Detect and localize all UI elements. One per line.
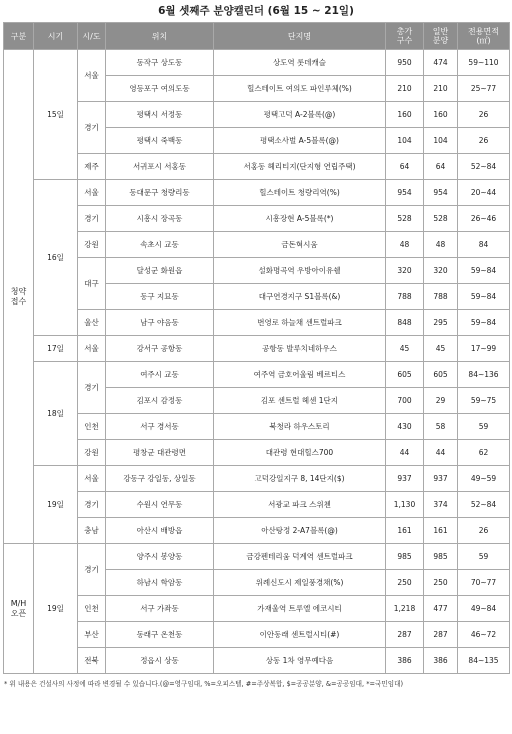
- cell-complex-name: 힐스테이트 여의도 파인루체(%): [214, 76, 386, 102]
- table-row: [4, 50, 510, 76]
- cell-total-units: 937: [386, 466, 424, 492]
- cell-area: 84~135: [458, 648, 510, 674]
- header-sido: 시/도: [78, 23, 106, 50]
- cell-location: 하남시 학암동: [106, 570, 214, 596]
- cell-general-units: 58: [424, 414, 458, 440]
- cell-general-units: 374: [424, 492, 458, 518]
- cell-general-units: 160: [424, 102, 458, 128]
- cell-general-units: 985: [424, 544, 458, 570]
- cell-general-units: 161: [424, 518, 458, 544]
- cell-complex-name: 상동 1차 영무예다음: [214, 648, 386, 674]
- cell-area: 26: [458, 102, 510, 128]
- table-row: [4, 362, 510, 388]
- cell-location: 속초시 교동: [106, 232, 214, 258]
- cell-general-units: 48: [424, 232, 458, 258]
- cell-total-units: 48: [386, 232, 424, 258]
- cell-sido: 서울: [78, 180, 106, 206]
- cell-area: 59~84: [458, 284, 510, 310]
- cell-sido: 인천: [78, 414, 106, 440]
- cell-total-units: 386: [386, 648, 424, 674]
- table-row: [4, 596, 510, 622]
- cell-total-units: 160: [386, 102, 424, 128]
- table-row: [4, 622, 510, 648]
- cell-area: 49~84: [458, 596, 510, 622]
- cell-area: 52~84: [458, 492, 510, 518]
- cell-location: 달성군 화원읍: [106, 258, 214, 284]
- cell-total-units: 320: [386, 258, 424, 284]
- footnote: * 위 내용은 건설사의 사정에 따라 변경될 수 있습니다.(@=영구임대, %=오피스텔, #=주상복합, $=공공분양, &=공공임대, *=국민임대): [4, 680, 404, 688]
- cell-general-units: 528: [424, 206, 458, 232]
- cell-location: 정읍시 상동: [106, 648, 214, 674]
- cell-general-units: 320: [424, 258, 458, 284]
- table-row: [4, 466, 510, 492]
- cell-complex-name: 공항동 발루치네하우스: [214, 336, 386, 362]
- cell-total-units: 64: [386, 154, 424, 180]
- cell-sigi: 16일: [34, 180, 78, 336]
- cell-location: 동작구 상도동: [106, 50, 214, 76]
- cell-location: 강서구 공항동: [106, 336, 214, 362]
- header-complex: 단지명: [214, 23, 386, 50]
- cell-general-units: 386: [424, 648, 458, 674]
- cell-sido: 충남: [78, 518, 106, 544]
- cell-complex-name: 대구연경지구 S1블록(&): [214, 284, 386, 310]
- cell-location: 동구 지묘동: [106, 284, 214, 310]
- cell-sido: 울산: [78, 310, 106, 336]
- cell-general-units: 29: [424, 388, 458, 414]
- table-row: [4, 206, 510, 232]
- table-body: [4, 50, 510, 674]
- header-general: 일반 분양: [424, 23, 458, 50]
- cell-location: 아산시 배방읍: [106, 518, 214, 544]
- cell-sido: 경기: [78, 544, 106, 596]
- header-total: 총가 구수: [386, 23, 424, 50]
- cell-sido: 서울: [78, 50, 106, 102]
- table-row: [4, 414, 510, 440]
- cell-sido: 경기: [78, 102, 106, 154]
- cell-area: 26~46: [458, 206, 510, 232]
- cell-location: 수원시 연무동: [106, 492, 214, 518]
- cell-sido: 대구: [78, 258, 106, 310]
- cell-location: 시흥시 장곡동: [106, 206, 214, 232]
- cell-general-units: 210: [424, 76, 458, 102]
- cell-sigi: 15일: [34, 50, 78, 180]
- cell-area: 17~99: [458, 336, 510, 362]
- table-row: [4, 154, 510, 180]
- cell-total-units: 44: [386, 440, 424, 466]
- cell-area: 59~84: [458, 310, 510, 336]
- cell-total-units: 700: [386, 388, 424, 414]
- cell-sigi: 17일: [34, 336, 78, 362]
- cell-complex-name: 힐스테이트 청량리역(%): [214, 180, 386, 206]
- cell-total-units: 950: [386, 50, 424, 76]
- table-row: [4, 440, 510, 466]
- cell-total-units: 45: [386, 336, 424, 362]
- cell-area: 49~59: [458, 466, 510, 492]
- cell-total-units: 1,218: [386, 596, 424, 622]
- cell-location: 서구 가좌동: [106, 596, 214, 622]
- cell-area: 25~77: [458, 76, 510, 102]
- cell-complex-name: 평택소사벌 A-5블록(@): [214, 128, 386, 154]
- cell-complex-name: 설화명곡역 우방아이유쉘: [214, 258, 386, 284]
- header-location: 위치: [106, 23, 214, 50]
- cell-area: 59: [458, 544, 510, 570]
- cell-complex-name: 김포 센트럴 헤센 1단지: [214, 388, 386, 414]
- cell-total-units: 430: [386, 414, 424, 440]
- calendar-table: [3, 22, 510, 674]
- cell-sido: 경기: [78, 492, 106, 518]
- cell-sido: 경기: [78, 206, 106, 232]
- cell-complex-name: 이안동래 센트럴시티(#): [214, 622, 386, 648]
- cell-general-units: 474: [424, 50, 458, 76]
- cell-area: 70~77: [458, 570, 510, 596]
- table-row: [4, 544, 510, 570]
- table-row: [4, 310, 510, 336]
- cell-area: 84~136: [458, 362, 510, 388]
- header-gubun: 구분: [4, 23, 34, 50]
- cell-complex-name: 시흥장현 A-5블록(*): [214, 206, 386, 232]
- table-row: [4, 102, 510, 128]
- table-row: [4, 258, 510, 284]
- cell-complex-name: 여주역 금호어울림 베르티스: [214, 362, 386, 388]
- cell-complex-name: 북청라 하우스토리: [214, 414, 386, 440]
- cell-complex-name: 서홍동 헤리티지(단지형 연립주택): [214, 154, 386, 180]
- cell-sido: 서울: [78, 466, 106, 492]
- cell-area: 59~84: [458, 258, 510, 284]
- cell-general-units: 937: [424, 466, 458, 492]
- cell-sido: 강원: [78, 232, 106, 258]
- cell-general-units: 45: [424, 336, 458, 362]
- cell-general-units: 788: [424, 284, 458, 310]
- table-row: [4, 492, 510, 518]
- cell-area: 52~84: [458, 154, 510, 180]
- cell-sido: 부산: [78, 622, 106, 648]
- cell-general-units: 605: [424, 362, 458, 388]
- cell-area: 62: [458, 440, 510, 466]
- cell-general-units: 250: [424, 570, 458, 596]
- cell-total-units: 210: [386, 76, 424, 102]
- cell-location: 여주시 교동: [106, 362, 214, 388]
- cell-complex-name: 번영로 하늘채 센트럴파크: [214, 310, 386, 336]
- cell-general-units: 287: [424, 622, 458, 648]
- cell-complex-name: 금돈혁시움: [214, 232, 386, 258]
- cell-area: 20~44: [458, 180, 510, 206]
- cell-location: 동래구 온천동: [106, 622, 214, 648]
- header-area: 전용면적 (㎡): [458, 23, 510, 50]
- table-row: [4, 518, 510, 544]
- cell-sigi: 18일: [34, 362, 78, 466]
- calendar-title: 6월 셋째주 분양캘린더 (6월 15 ~ 21일): [158, 5, 354, 17]
- cell-location: 평택시 서정동: [106, 102, 214, 128]
- cell-total-units: 161: [386, 518, 424, 544]
- cell-complex-name: 위례신도시 제일풍경채(%): [214, 570, 386, 596]
- cell-location: 영등포구 여의도동: [106, 76, 214, 102]
- cell-total-units: 605: [386, 362, 424, 388]
- cell-location: 동대문구 청량리동: [106, 180, 214, 206]
- cell-complex-name: 아산탕정 2-A7블록(@): [214, 518, 386, 544]
- cell-sido: 전북: [78, 648, 106, 674]
- cell-complex-name: 가재울역 트루엘 에코시티: [214, 596, 386, 622]
- cell-general-units: 104: [424, 128, 458, 154]
- cell-area: 84: [458, 232, 510, 258]
- cell-complex-name: 대관령 현대힐스700: [214, 440, 386, 466]
- cell-sigi: 19일: [34, 544, 78, 674]
- cell-complex-name: 고덕강일지구 8, 14단지($): [214, 466, 386, 492]
- cell-location: 양주시 봉양동: [106, 544, 214, 570]
- table-row: [4, 336, 510, 362]
- cell-location: 평택시 죽백동: [106, 128, 214, 154]
- cell-location: 서구 경서동: [106, 414, 214, 440]
- cell-total-units: 1,130: [386, 492, 424, 518]
- cell-location: 평창군 대관령면: [106, 440, 214, 466]
- cell-general-units: 295: [424, 310, 458, 336]
- cell-location: 남구 야음동: [106, 310, 214, 336]
- cell-area: 26: [458, 518, 510, 544]
- table-row: [4, 232, 510, 258]
- cell-total-units: 528: [386, 206, 424, 232]
- cell-sido: 서울: [78, 336, 106, 362]
- cell-gubun: 청약 접수: [4, 50, 34, 544]
- cell-total-units: 287: [386, 622, 424, 648]
- cell-total-units: 788: [386, 284, 424, 310]
- header-sigi: 시기: [34, 23, 78, 50]
- cell-general-units: 44: [424, 440, 458, 466]
- cell-total-units: 250: [386, 570, 424, 596]
- cell-sido: 경기: [78, 362, 106, 414]
- cell-total-units: 985: [386, 544, 424, 570]
- cell-area: 26: [458, 128, 510, 154]
- cell-total-units: 104: [386, 128, 424, 154]
- cell-area: 59~110: [458, 50, 510, 76]
- cell-sido: 인천: [78, 596, 106, 622]
- cell-general-units: 954: [424, 180, 458, 206]
- cell-location: 강동구 강일동, 상일동: [106, 466, 214, 492]
- cell-sido: 제주: [78, 154, 106, 180]
- cell-area: 59~75: [458, 388, 510, 414]
- cell-total-units: 848: [386, 310, 424, 336]
- cell-area: 59: [458, 414, 510, 440]
- cell-location: 김포시 감정동: [106, 388, 214, 414]
- cell-complex-name: 평택고덕 A-2블록(@): [214, 102, 386, 128]
- cell-gubun: M/H 오픈: [4, 544, 34, 674]
- table-row: [4, 648, 510, 674]
- cell-complex-name: 금강펜테리움 덕계역 센트럴파크: [214, 544, 386, 570]
- cell-sigi: 19일: [34, 466, 78, 544]
- cell-location: 서귀포시 서홍동: [106, 154, 214, 180]
- cell-total-units: 954: [386, 180, 424, 206]
- cell-complex-name: 서광교 파크 스위첸: [214, 492, 386, 518]
- cell-sido: 강원: [78, 440, 106, 466]
- table-header-row: [4, 23, 510, 50]
- cell-general-units: 64: [424, 154, 458, 180]
- cell-general-units: 477: [424, 596, 458, 622]
- cell-complex-name: 상도역 롯데캐슬: [214, 50, 386, 76]
- cell-area: 46~72: [458, 622, 510, 648]
- table-row: [4, 180, 510, 206]
